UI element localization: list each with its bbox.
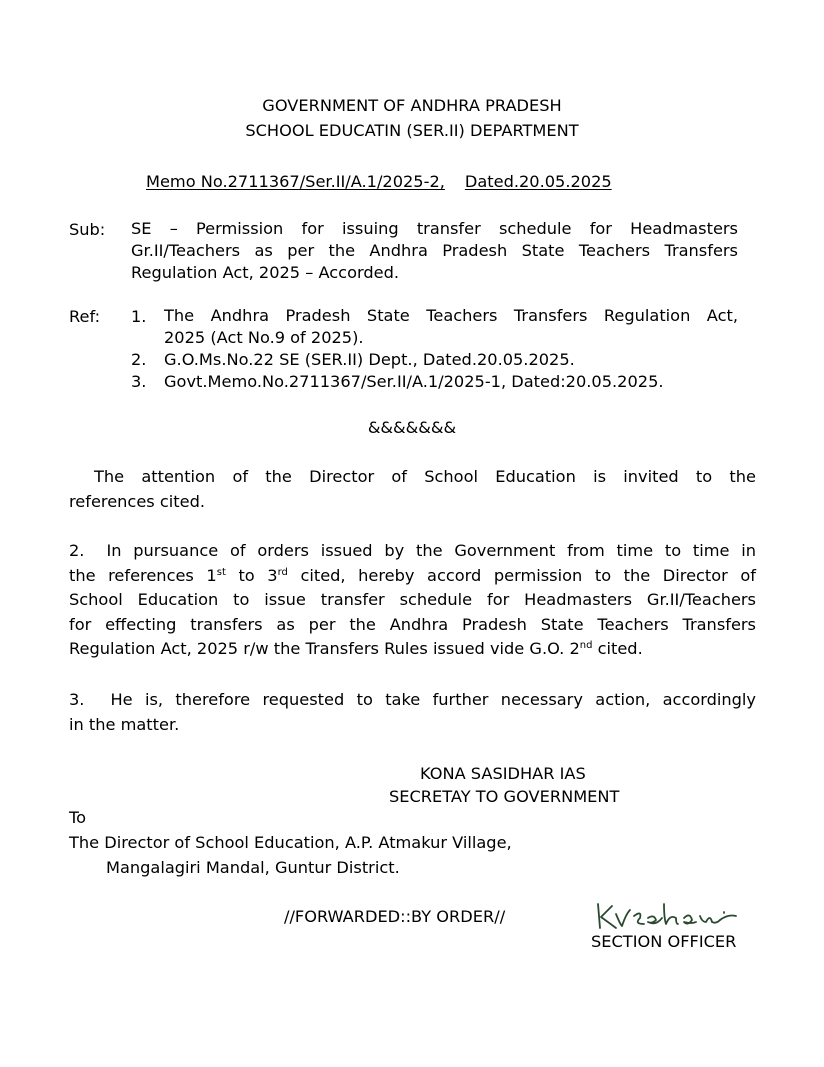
to-label: To xyxy=(69,808,87,827)
ref-number: 1. xyxy=(131,307,147,326)
paragraph-1 xyxy=(69,465,756,514)
ref-item-1 xyxy=(164,305,738,349)
forwarded-by-order: //FORWARDED::BY ORDER// xyxy=(284,907,506,926)
handwritten-signature xyxy=(590,900,740,936)
paragraph-line: references cited. xyxy=(69,491,205,511)
subject-label: Sub: xyxy=(69,220,106,239)
paragraph-line xyxy=(69,539,756,564)
paragraph-2 xyxy=(69,539,756,662)
paragraph-text: Regulation Act, 2025 r/w the Transfers Rules issued vide G.O. 2 xyxy=(69,639,580,658)
subject-text xyxy=(131,218,738,284)
memo-line xyxy=(146,174,612,190)
ref-item-3: Govt.Memo.No.2711367/Ser.II/A.1/2025-1, Dated:20.05.2025. xyxy=(164,372,664,391)
paragraph-3 xyxy=(69,688,756,737)
paragraph-text: to 3 xyxy=(225,565,278,585)
paragraph-line xyxy=(69,688,756,713)
subject-line: Regulation Act, 2025 – Accorded. xyxy=(131,263,400,282)
references-label: Ref: xyxy=(69,307,101,326)
memo-number: Memo No.2711367/Ser.II/A.1/2025-2, xyxy=(146,172,445,191)
paragraph-number: 3. xyxy=(69,690,85,709)
separator: &&&&&&& xyxy=(367,418,457,437)
section-officer: SECTION OFFICER xyxy=(591,932,737,951)
ref-item-2: G.O.Ms.No.22 SE (SER.II) Dept., Dated.20.05.2025. xyxy=(164,350,575,369)
paragraph-text: In pursuance of orders issued by the Government from time to time in xyxy=(106,541,756,560)
ref-line: The Andhra Pradesh State Teachers Transfers Regulation Act, xyxy=(164,306,738,325)
signatory-name: KONA SASIDHAR IAS xyxy=(420,764,586,783)
addressee-line: The Director of School Education, A.P. Atmakur Village, xyxy=(69,833,512,852)
paragraph-text: cited, hereby accord permission to the Director of xyxy=(287,565,757,585)
paragraph-number: 2. xyxy=(69,541,85,560)
paragraph-text: He is, therefore requested to take further necessary action, accordingly xyxy=(110,690,756,709)
paragraph-line: for effecting transfers as per the Andhra Pradesh State Teachers Transfers xyxy=(69,614,756,634)
subject-line: Gr.II/Teachers as per the Andhra Pradesh State Teachers Transfers xyxy=(131,241,738,260)
ref-line: 2025 (Act No.9 of 2025). xyxy=(164,328,364,347)
ordinal-suffix: rd xyxy=(277,566,288,578)
ordinal-suffix: st xyxy=(216,566,226,578)
memo-date: Dated.20.05.2025 xyxy=(464,172,612,191)
addressee-line: Mangalagiri Mandal, Guntur District. xyxy=(106,858,400,877)
ref-number: 2. xyxy=(131,350,147,369)
header-department: SCHOOL EDUCATIN (SER.II) DEPARTMENT xyxy=(245,121,579,140)
ordinal-suffix: nd xyxy=(579,640,593,651)
paragraph-line xyxy=(69,564,756,589)
paragraph-line xyxy=(69,637,756,662)
ref-number: 3. xyxy=(131,372,147,391)
header-government: GOVERNMENT OF ANDHRA PRADESH xyxy=(262,96,562,115)
paragraph-text: cited. xyxy=(592,639,643,658)
paragraph-line: The attention of the Director of School Education is invited to the xyxy=(94,467,756,486)
paragraph-text: the references 1 xyxy=(69,565,217,585)
paragraph-line: School Education to issue transfer schedule for Headmasters Gr.II/Teachers xyxy=(69,590,756,609)
subject-line: SE – Permission for issuing transfer schedule for Headmasters xyxy=(131,219,738,238)
paragraph-line: in the matter. xyxy=(69,714,180,734)
signatory-designation: SECRETAY TO GOVERNMENT xyxy=(389,787,620,806)
